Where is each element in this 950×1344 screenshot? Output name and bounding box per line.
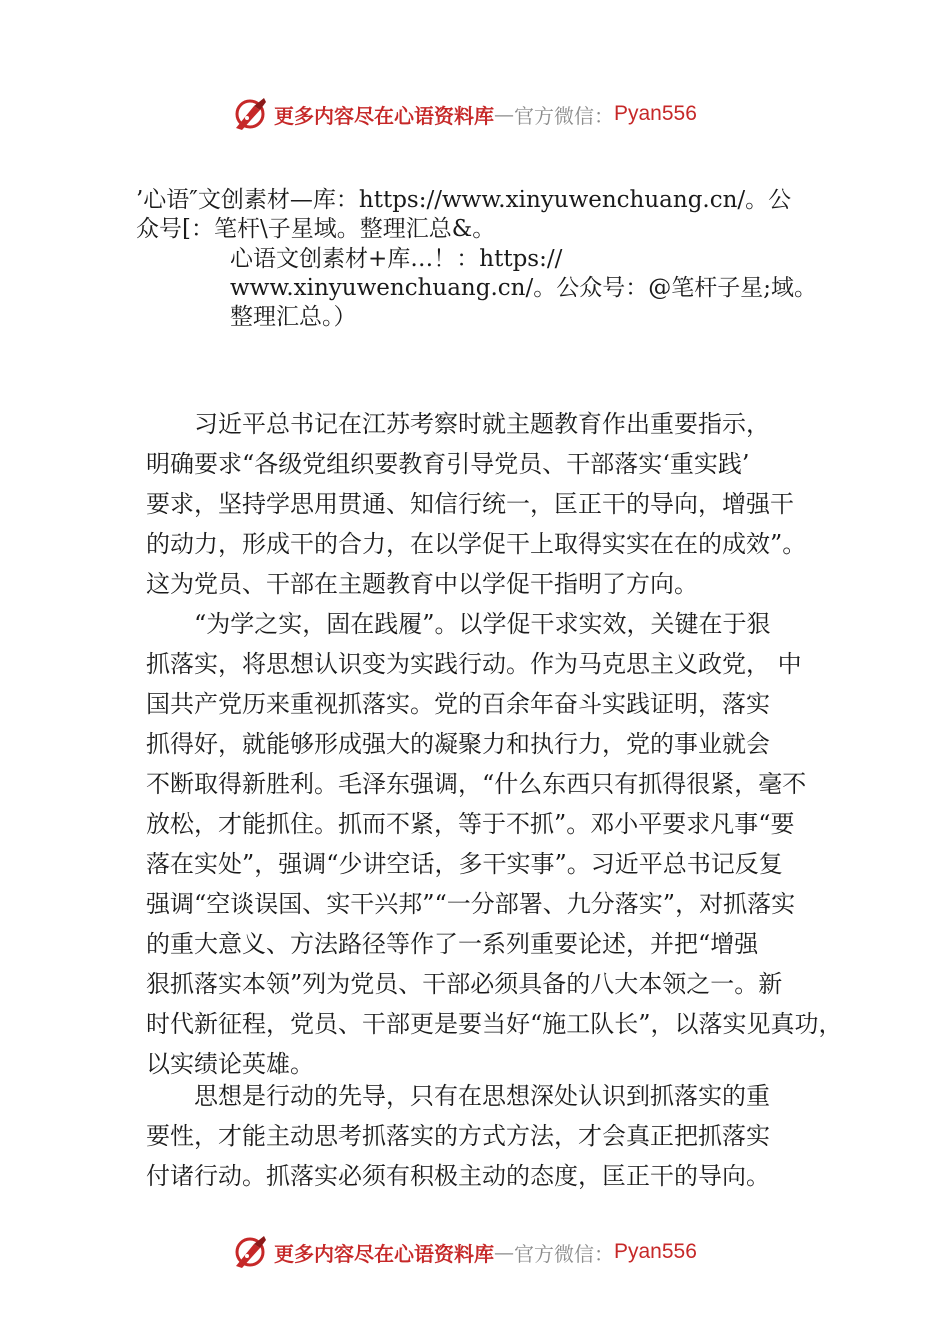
paragraph-line: 明确要求“各级党组织要教育引导党员、干部落实‘重实践’	[146, 450, 750, 478]
paragraph-line: 放松，才能抓住。抓而不紧，等于不抓”。邓小平要求凡事“要	[146, 810, 795, 838]
paragraph-line: 要求，坚持学思用贯通、知信行统一，匡正干的导向，增强干	[146, 490, 794, 518]
paragraph-line: 国共产党历来重视抓落实。党的百余年奋斗实践证明，落实	[146, 690, 770, 718]
paragraph-line: “为学之实，固在践履”。以学促干求实效，关键在于狠	[194, 610, 771, 638]
header-note-line: 众号[：笔杆\子星域。整理汇总&。	[136, 216, 496, 242]
paragraph-line: 习近平总书记在江苏考察时就主题教育作出重要指示，	[194, 410, 770, 438]
paragraph-line: 这为党员、干部在主题教育中以学促干指明了方向。	[146, 570, 698, 598]
header-note-block-1	[136, 186, 791, 244]
paragraph-line: 抓得好，就能够形成强大的凝聚力和执行力，党的事业就会	[146, 730, 770, 758]
watermark-brand-text: 更多内容尽在心语资料库	[274, 103, 494, 128]
watermark-wechat-id: Pyan556	[614, 1240, 697, 1263]
paragraph-line: 思想是行动的先导，只有在思想深处认识到抓落实的重	[194, 1082, 770, 1110]
watermark-wechat-label: 官方微信：	[514, 103, 614, 128]
paragraph-line: 的重大意义、方法路径等作了一系列重要论述，并把“增强	[146, 930, 759, 958]
header-note-line: 心语文创素材+库…！：https://	[230, 246, 563, 272]
paragraph-line: 不断取得新胜利。毛泽东强调，“什么东西只有抓得很紧，毫不	[146, 770, 807, 798]
header-note-line: ’心语″文创素材—库：https://www.xinyuwenchuang.cn/。公	[136, 187, 792, 213]
watermark-brand-text: 更多内容尽在心语资料库	[274, 1241, 494, 1266]
paragraph-line: 落在实处”，强调“少讲空话，多干实事”。习近平总书记反复	[146, 850, 783, 878]
paragraph-line: 以实绩论英雄。	[146, 1050, 314, 1078]
paragraph-line: 狠抓落实本领”列为党员、干部必须具备的八大本领之一。新	[146, 970, 783, 998]
watermark-dash: —	[494, 1240, 514, 1264]
header-note-block-2	[230, 245, 817, 332]
pen-nib-logo-icon	[230, 1232, 270, 1272]
pen-nib-logo-icon	[230, 94, 270, 134]
watermark-wechat-id: Pyan556	[614, 102, 697, 125]
paragraph-line: 的动力，形成干的合力，在以学促干上取得实实在在的成效”。	[146, 530, 807, 558]
watermark-banner-bottom	[230, 1232, 697, 1272]
watermark-banner-top	[230, 94, 697, 134]
header-note-line: 整理汇总。）	[230, 304, 357, 330]
header-note-line: www.xinyuwenchuang.cn/。公众号：@笔杆子星;域。	[230, 275, 817, 301]
paragraph-line: 抓落实，将思想认识变为实践行动。作为马克思主义政党， 中	[146, 650, 802, 678]
watermark-wechat-label: 官方微信：	[514, 1241, 614, 1266]
paragraph-line: 强调“空谈误国、实干兴邦”“一分部署、九分落实”，对抓落实	[146, 890, 796, 918]
watermark-dash: —	[494, 102, 514, 126]
article-body	[146, 404, 846, 1084]
paragraph-line: 付诸行动。抓落实必须有积极主动的态度，匡正干的导向。	[146, 1162, 770, 1190]
article-body-last-paragraph	[146, 1076, 846, 1196]
paragraph-line: 时代新征程，党员、干部更是要当好“施工队长”，以落实见真功，	[146, 1010, 843, 1038]
paragraph-line: 要性，才能主动思考抓落实的方式方法，才会真正把抓落实	[146, 1122, 770, 1150]
